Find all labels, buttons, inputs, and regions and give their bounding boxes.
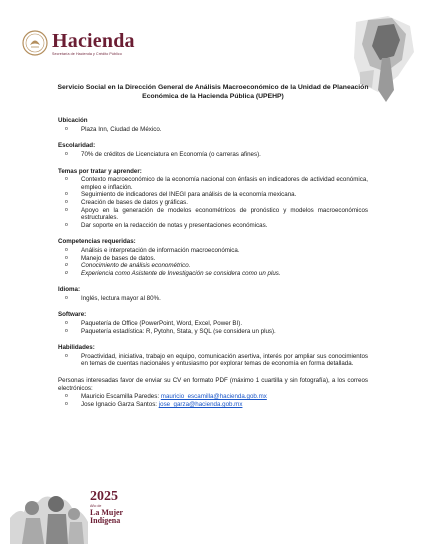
- contact-name: Jose Ignacio Garza Santos:: [81, 400, 158, 408]
- list-item: [58, 222, 368, 230]
- bullet-icon: o: [65, 246, 68, 253]
- list-item-text: Experiencia como Asistente de Investigación se considera como un plus.: [81, 269, 281, 277]
- bullet-icon: o: [65, 150, 68, 157]
- list-item: [58, 126, 368, 134]
- section: [58, 344, 368, 368]
- section-list: [58, 295, 368, 303]
- section-heading: Temas por tratar y aprender:: [58, 167, 142, 175]
- email-link[interactable]: jose_garza@hacienda.gob.mx: [158, 400, 243, 408]
- year-line-1: La Mujer: [90, 508, 124, 517]
- list-item-text: Manejo de bases de datos.: [81, 254, 156, 262]
- bullet-icon: o: [65, 327, 68, 334]
- section: [58, 311, 368, 335]
- list-item-text: Creación de bases de datos y gráficas.: [81, 198, 188, 206]
- list-item: [58, 176, 368, 191]
- section: [58, 238, 368, 277]
- bullet-icon: o: [65, 254, 68, 261]
- year-number: 2025: [90, 489, 118, 504]
- section-heading: Competencias requeridas:: [58, 238, 136, 246]
- contact-intro: Personas interesadas favor de enviar su CV en formato PDF (máximo 1 cuartilla y sin fotografía), a los correos electrónicos:: [58, 377, 368, 392]
- logo-wordmark: Hacienda: [52, 29, 135, 52]
- list-item-text: Dar soporte en la redacción de notas y presentaciones económicas.: [81, 221, 268, 229]
- contact-item: [58, 393, 368, 401]
- list-item: [58, 191, 368, 199]
- section-list: [58, 320, 368, 335]
- email-link[interactable]: mauricio_escamilla@hacienda.gob.mx: [160, 393, 267, 401]
- bullet-icon: o: [65, 320, 68, 327]
- list-item-text: Análisis e interpretación de información macroeconómica.: [81, 246, 240, 254]
- bullet-icon: o: [65, 191, 68, 198]
- bullet-icon: o: [65, 294, 68, 301]
- list-item-text: Contexto macroeconómico de la economía nacional con énfasis en indicadores de actividad económica, empleo e inflación.: [81, 176, 368, 191]
- list-item: [58, 255, 368, 263]
- section: [58, 142, 368, 158]
- list-item: [58, 207, 368, 222]
- list-item: [58, 262, 368, 270]
- section-list: [58, 151, 368, 159]
- bullet-icon: o: [65, 125, 68, 132]
- section: [58, 117, 368, 133]
- list-item-text: Paquetería estadística: R, Pytohn, Stata, y SQL (se considera un plus).: [81, 327, 276, 335]
- list-item-text: Seguimiento de indicadores del INEGI para análisis de la economía mexicana.: [81, 191, 297, 199]
- bullet-icon: o: [65, 400, 68, 407]
- year-caption: Año de: [90, 504, 102, 508]
- list-item: [58, 320, 368, 328]
- year-badge: [90, 490, 123, 525]
- section-list: [58, 353, 368, 368]
- contact-item: [58, 401, 368, 409]
- bullet-icon: o: [65, 176, 68, 183]
- list-item-text: Proactividad, iniciativa, trabajo en equipo, comunicación asertiva, interés por ampliar sus conocimientos en temas de cuentas nacionales y entusiasmo por explorar temas de economía en forma detallada.: [81, 352, 368, 368]
- hacienda-logo: [22, 30, 135, 56]
- logo-subtitle: Secretaría de Hacienda y Crédito Público: [52, 51, 122, 56]
- section-heading: Software:: [58, 311, 87, 319]
- section: [58, 168, 368, 230]
- bullet-icon: o: [65, 352, 68, 359]
- list-item-text: Apoyo en la generación de modelos econométricos de pronóstico y modelos macroeconómicos estructurales.: [81, 206, 368, 222]
- list-item: [58, 270, 368, 278]
- year-line-2: Indígena: [90, 516, 121, 525]
- page-title: Servicio Social en la Dirección General de Análisis Macroeconómico de la Unidad de Planeación Económica de la Hacienda Pública (UPEHP): [57, 84, 369, 100]
- bullet-icon: o: [65, 262, 68, 269]
- contact-name: Mauricio Escamilla Paredes:: [81, 393, 160, 401]
- list-item: [58, 151, 368, 159]
- list-item-text: Paquetería de Office (PowerPoint, Word, Excel, Power BI).: [81, 320, 243, 328]
- list-item: [58, 353, 368, 368]
- section-list: [58, 247, 368, 277]
- list-item: [58, 295, 368, 303]
- list-item-text: Plaza Inn, Ciudad de México.: [81, 125, 162, 133]
- list-item-text: Conocimiento de análisis econométrico.: [81, 262, 191, 270]
- list-item-text: Inglés, lectura mayor al 80%.: [81, 294, 161, 302]
- shield-seal-icon: [22, 30, 48, 56]
- section-heading: Habilidades:: [58, 344, 95, 352]
- bullet-icon: o: [65, 393, 68, 400]
- bullet-icon: o: [65, 206, 68, 213]
- section-list: [58, 176, 368, 229]
- contact-list: [58, 393, 368, 408]
- list-item: [58, 199, 368, 207]
- bullet-icon: o: [65, 269, 68, 276]
- decorative-women-illustration: [10, 478, 88, 544]
- list-item: [58, 247, 368, 255]
- section-heading: Ubicación: [58, 117, 88, 125]
- list-item: [58, 328, 368, 336]
- list-item-text: 70% de créditos de Licenciatura en Economía (o carreras afines).: [81, 150, 261, 158]
- section-heading: Idioma:: [58, 286, 81, 294]
- section-heading: Escolaridad:: [58, 142, 96, 150]
- document-body: [58, 84, 368, 408]
- bullet-icon: o: [65, 221, 68, 228]
- bullet-icon: o: [65, 198, 68, 205]
- section-list: [58, 126, 368, 134]
- section: [58, 286, 368, 302]
